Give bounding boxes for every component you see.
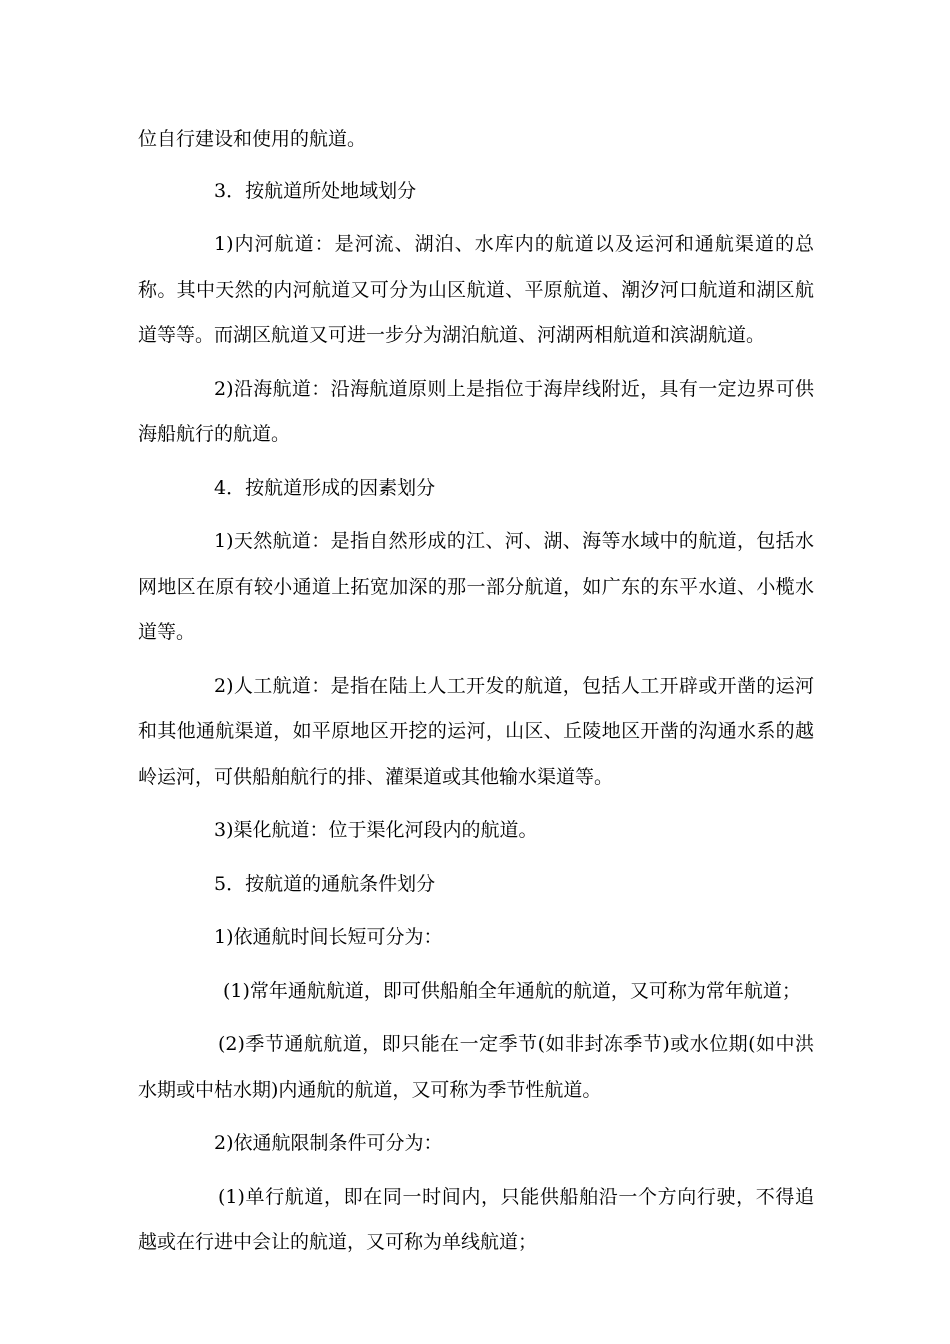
paragraph-artificial-waterway: 2)人工航道：是指在陆上人工开发的航道，包括人工开辟或开凿的运河和其他通航渠道，如平原地区开挖的运河，山区、丘陵地区开凿的沟通水系的越岭运河，可供船舶航行的排、灌渠道或其他输水渠道等。 — [138, 674, 814, 788]
paragraph-by-duration: 1)依通航时间长短可分为： — [214, 926, 443, 948]
paragraph-one-way: (1)单行航道，即在同一时间内，只能供船舶沿一个方向行驶，不得追越或在行进中会让的航道，又可称为单线航道； — [138, 1185, 814, 1253]
paragraph-by-restriction: 2)依通航限制条件可分为： — [214, 1132, 443, 1154]
paragraph-natural-waterway: 1)天然航道：是指自然形成的江、河、湖、海等水域中的航道，包括水网地区在原有较小通道上拓宽加深的那一部分航道，如广东的东平水道、小榄水道等。 — [138, 530, 814, 643]
paragraph-coastal-waterway: 2)沿海航道：沿海航道原则上是指位于海岸线附近，具有一定边界可供海船航行的航道。 — [138, 377, 814, 445]
section-heading-5: 5．按航道的通航条件划分 — [214, 872, 436, 895]
paragraph-inland-waterway: 1)内河航道：是河流、湖泊、水库内的航道以及运河和通航渠道的总称。其中天然的内河航道又可分为山区航道、平原航道、潮汐河口航道和湖区航道等等。而湖区航道又可进一步分为湖泊航道、河湖两相航道和滨湖航道。 — [138, 233, 814, 346]
paragraph-seasonal: (2)季节通航航道，即只能在一定季节(如非封冻季节)或水位期(如中洪水期或中枯水期)内通航的航道，又可称为季节性航道。 — [138, 1033, 814, 1101]
section-heading-4: 4．按航道形成的因素划分 — [214, 476, 436, 499]
paragraph-year-round: (1)常年通航航道，即可供船舶全年通航的航道，又可称为常年航道； — [223, 979, 801, 1002]
paragraph-canalized-waterway: 3)渠化航道：位于渠化河段内的航道。 — [214, 819, 538, 841]
document-body — [138, 117, 814, 1274]
paragraph-continuation: 位自行建设和使用的航道。 — [138, 128, 367, 150]
section-heading-3: 3．按航道所处地域划分 — [214, 179, 417, 202]
